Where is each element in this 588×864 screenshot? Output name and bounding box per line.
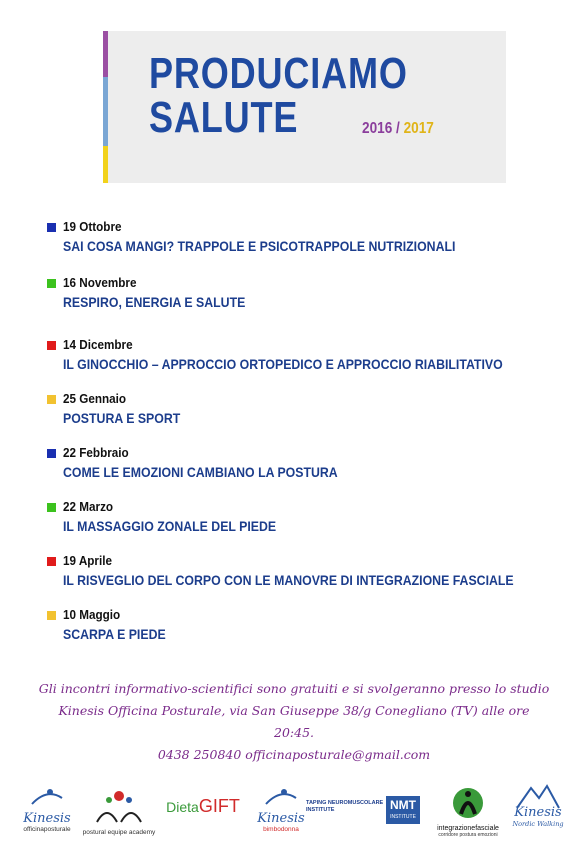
year-separator: / (396, 120, 400, 137)
logo-postural-equipe (78, 788, 160, 836)
bullet-square-icon (47, 395, 56, 404)
event-date: 22 Marzo (63, 499, 114, 514)
event-title: SAI COSA MANGI? TRAPPOLE E PSICOTRAPPOLE NUTRIZIONALI (63, 238, 456, 254)
bullet-square-icon (47, 223, 56, 232)
stripe-blue (103, 77, 108, 146)
logo-dieta-gift (162, 796, 244, 817)
event-date: 19 Ottobre (63, 219, 122, 234)
title-banner (103, 31, 506, 183)
event-title: IL RISVEGLIO DEL CORPO CON LE MANOVRE DI INTEGRAZIONE FASCIALE (63, 572, 514, 588)
contact-line: 0438 250840 officinaposturale@gmail.com (157, 747, 431, 762)
nmt-badge-sub: INSTITUTE (390, 814, 416, 820)
bullet-square-icon (47, 341, 56, 350)
info-line: 20:45. (274, 725, 314, 740)
year-start: 2016 (362, 120, 393, 137)
nmt-badge-text: NMT (390, 798, 416, 812)
event-title: COME LE EMOZIONI CAMBIANO LA POSTURA (63, 464, 338, 480)
info-line: Gli incontri informativo-scientifici sono gratuiti e si svolgeranno presso lo studio (38, 681, 550, 696)
kinesis-wordmark: Kinesis (23, 811, 71, 826)
logo-kinesis-bimbodonna (256, 786, 306, 833)
year-end: 2017 (403, 120, 434, 137)
event-title: IL GINOCCHIO – APPROCCIO ORTOPEDICO E APPROCCIO RIABILITATIVO (63, 356, 503, 372)
kinesis-wordmark: Kinesis (257, 811, 305, 826)
event-info (20, 678, 568, 766)
bullet-square-icon (47, 279, 56, 288)
event-title: RESPIRO, ENERGIA E SALUTE (63, 294, 246, 310)
event-title: SCARPA E PIEDE (63, 626, 166, 642)
info-line: Kinesis Officina Posturale, via San Giuseppe 38/g Conegliano (TV) alle ore (58, 703, 530, 718)
bullet-square-icon (47, 503, 56, 512)
logo-integrazione-fasciale (430, 786, 506, 838)
bullet-square-icon (47, 611, 56, 620)
bimbodonna-subtitle: bimbodonna (263, 826, 299, 833)
kinesis-subtitle: officinaposturale (23, 826, 71, 833)
kinesis-wordmark: Kinesis (514, 805, 562, 820)
bullet-square-icon (47, 449, 56, 458)
title-line-2: SALUTE (149, 93, 299, 142)
event-date: 25 Gennaio (63, 391, 127, 406)
fascia-figure-icon (451, 786, 485, 820)
academy-figures-icon (89, 788, 149, 824)
title-line-1: PRODUCIAMO (149, 49, 408, 98)
bullet-square-icon (47, 557, 56, 566)
sponsor-logos (0, 780, 588, 840)
event-title: IL MASSAGGIO ZONALE DEL PIEDE (63, 518, 277, 534)
postural-equipe-subtitle: postural equipe academy (82, 829, 156, 836)
nmt-heading: TAPING NEUROMUSCOLARE INSTITUTE (306, 800, 384, 813)
event-date: 22 Febbraio (63, 445, 129, 460)
season-years (362, 120, 434, 138)
logo-kinesis (22, 786, 72, 833)
logo-kinesis-nordic (510, 780, 566, 828)
event-date: 16 Novembre (63, 275, 137, 290)
stripe-purple (103, 31, 108, 77)
nordic-subtitle: Nordic Walking (512, 820, 564, 828)
event-date: 14 Dicembre (63, 337, 133, 352)
event-date: 10 Maggio (63, 607, 121, 622)
nmt-badge (386, 796, 420, 824)
stripe-yellow (103, 146, 108, 183)
event-title: POSTURA E SPORT (63, 410, 181, 426)
gift-wordmark: GIFT (198, 796, 240, 816)
integrazione-wordmark: integrazionefasciale (437, 825, 499, 832)
event-date: 19 Aprile (63, 553, 112, 568)
integrazione-subtitle: corridore postura emozioni (438, 832, 498, 838)
dieta-wordmark: Dieta (166, 799, 199, 815)
